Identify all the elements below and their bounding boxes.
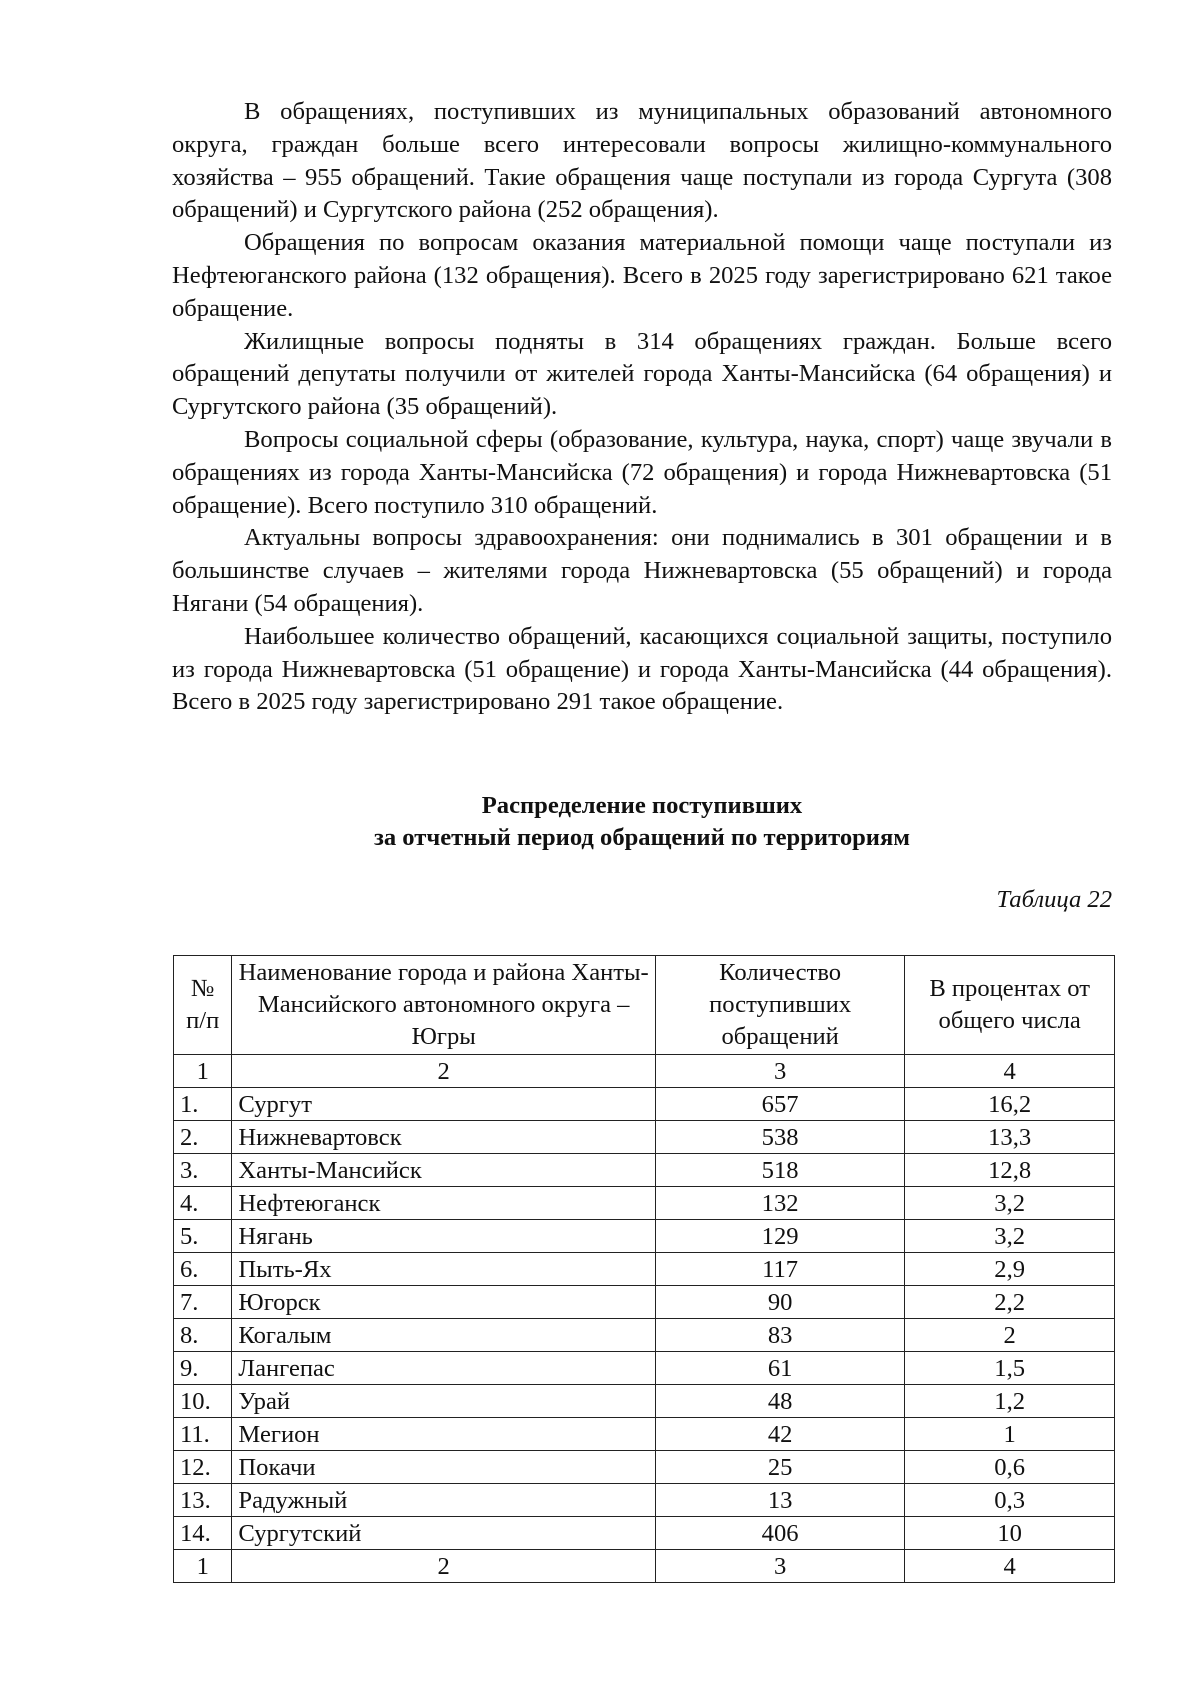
table-row xyxy=(174,1352,1115,1385)
table-row xyxy=(174,1088,1115,1121)
column-index-cell: 2 xyxy=(232,1055,656,1088)
appeal-count: 657 xyxy=(655,1088,904,1121)
territory-name: Мегион xyxy=(232,1418,656,1451)
percent-value: 1,2 xyxy=(905,1385,1115,1418)
row-number: 8. xyxy=(174,1319,232,1352)
table-number-label: Таблица 22 xyxy=(996,886,1112,913)
paragraph-housing-utilities: В обращениях, поступивших из муниципальных образований автономного округа, граждан больше всего интересовали вопросы жилищно-коммунального хозяйства – 955 обращений. Такие обращения чаще поступали из города Сургута (308 обращений) и Сургутского района (252 обращения). xyxy=(172,98,1112,224)
table-row xyxy=(174,1253,1115,1286)
table-row xyxy=(174,1187,1115,1220)
header-number: № п/п xyxy=(174,956,232,1055)
table-row xyxy=(174,1484,1115,1517)
appeal-count: 518 xyxy=(655,1154,904,1187)
appeal-count: 132 xyxy=(655,1187,904,1220)
percent-value: 2 xyxy=(905,1319,1115,1352)
percent-value: 3,2 xyxy=(905,1187,1115,1220)
territory-name: Радужный xyxy=(232,1484,656,1517)
column-index-cell: 4 xyxy=(905,1550,1115,1583)
table-row xyxy=(174,1451,1115,1484)
percent-value: 2,2 xyxy=(905,1286,1115,1319)
percent-value: 2,9 xyxy=(905,1253,1115,1286)
percent-value: 10 xyxy=(905,1517,1115,1550)
table-row xyxy=(174,1154,1115,1187)
table-title xyxy=(172,790,1112,854)
column-index-cell: 3 xyxy=(655,1055,904,1088)
row-number: 10. xyxy=(174,1385,232,1418)
percent-value: 3,2 xyxy=(905,1220,1115,1253)
territory-name: Нягань xyxy=(232,1220,656,1253)
territory-name: Югорск xyxy=(232,1286,656,1319)
territory-name: Сургут xyxy=(232,1088,656,1121)
table-row xyxy=(174,1319,1115,1352)
table-row xyxy=(174,1418,1115,1451)
row-number: 6. xyxy=(174,1253,232,1286)
header-percent: В процентах от общего числа xyxy=(905,956,1115,1055)
paragraph-housing: Жилищные вопросы подняты в 314 обращениях граждан. Больше всего обращений депутаты получили от жителей города Ханты-Мансийска (64 обращения) и Сургутского района (35 обращений). xyxy=(172,327,1112,421)
table-row xyxy=(174,1286,1115,1319)
paragraph-social-protection: Наибольшее количество обращений, касающихся социальной защиты, поступило из города Нижневартовска (51 обращение) и города Ханты-Мансийска (44 обращения). Всего в 2025 году зарегистрировано 291 такое обращение. xyxy=(172,622,1112,716)
appeal-count: 42 xyxy=(655,1418,904,1451)
paragraph-material-aid: Обращения по вопросам оказания материальной помощи чаще поступали из Нефтеюганского района (132 обращения). Всего в 2025 году зарегистрировано 621 такое обращение. xyxy=(172,229,1112,322)
percent-value: 16,2 xyxy=(905,1088,1115,1121)
appeal-count: 90 xyxy=(655,1286,904,1319)
table-row xyxy=(174,1385,1115,1418)
appeal-count: 538 xyxy=(655,1121,904,1154)
row-number: 1. xyxy=(174,1088,232,1121)
column-index-cell: 2 xyxy=(232,1550,656,1583)
percent-value: 1 xyxy=(905,1418,1115,1451)
territory-name: Ханты-Мансийск xyxy=(232,1154,656,1187)
body-text xyxy=(172,96,1112,719)
table-row xyxy=(174,1121,1115,1154)
territory-name: Пыть-Ях xyxy=(232,1253,656,1286)
territory-name: Урай xyxy=(232,1385,656,1418)
column-index-row xyxy=(174,1055,1115,1088)
row-number: 14. xyxy=(174,1517,232,1550)
territory-distribution-table xyxy=(173,955,1115,1583)
appeal-count: 25 xyxy=(655,1451,904,1484)
column-index-cell: 4 xyxy=(905,1055,1115,1088)
table-row xyxy=(174,1517,1115,1550)
row-number: 2. xyxy=(174,1121,232,1154)
header-count: Количество поступивших обращений xyxy=(655,956,904,1055)
territory-name: Сургутский xyxy=(232,1517,656,1550)
row-number: 5. xyxy=(174,1220,232,1253)
territory-name: Когалым xyxy=(232,1319,656,1352)
appeal-count: 406 xyxy=(655,1517,904,1550)
table-title-line-1: Распределение поступивших xyxy=(481,792,803,819)
paragraph-healthcare: Актуальны вопросы здравоохранения: они поднимались в 301 обращении и в большинстве случаев – жителями города Нижневартовска (55 обращений) и города Нягани (54 обращения). xyxy=(172,524,1112,617)
percent-value: 0,3 xyxy=(905,1484,1115,1517)
column-index-cell: 1 xyxy=(174,1550,232,1583)
territory-name: Нефтеюганск xyxy=(232,1187,656,1220)
table-title-line-2: за отчетный период обращений по территориям xyxy=(373,824,911,851)
paragraph-social-sphere: Вопросы социальной сферы (образование, культура, наука, спорт) чаще звучали в обращениях из города Ханты-Мансийска (72 обращения) и города Нижневартовска (51 обращение). Всего поступило 310 обращений. xyxy=(172,425,1112,519)
header-territory-name: Наименование города и района Ханты-Мансийского автономного округа – Югры xyxy=(232,956,656,1055)
appeal-count: 117 xyxy=(655,1253,904,1286)
percent-value: 12,8 xyxy=(905,1154,1115,1187)
percent-value: 0,6 xyxy=(905,1451,1115,1484)
row-number: 9. xyxy=(174,1352,232,1385)
territory-name: Лангепас xyxy=(232,1352,656,1385)
table-header-row xyxy=(174,956,1115,1055)
appeal-count: 83 xyxy=(655,1319,904,1352)
column-index-cell: 3 xyxy=(655,1550,904,1583)
row-number: 4. xyxy=(174,1187,232,1220)
row-number: 3. xyxy=(174,1154,232,1187)
appeal-count: 61 xyxy=(655,1352,904,1385)
column-index-cell: 1 xyxy=(174,1055,232,1088)
territory-name: Нижневартовск xyxy=(232,1121,656,1154)
appeal-count: 13 xyxy=(655,1484,904,1517)
row-number: 11. xyxy=(174,1418,232,1451)
row-number: 13. xyxy=(174,1484,232,1517)
row-number: 12. xyxy=(174,1451,232,1484)
territory-name: Покачи xyxy=(232,1451,656,1484)
table-row xyxy=(174,1220,1115,1253)
appeal-count: 129 xyxy=(655,1220,904,1253)
row-number: 7. xyxy=(174,1286,232,1319)
percent-value: 1,5 xyxy=(905,1352,1115,1385)
column-index-footer-row xyxy=(174,1550,1115,1583)
appeal-count: 48 xyxy=(655,1385,904,1418)
percent-value: 13,3 xyxy=(905,1121,1115,1154)
